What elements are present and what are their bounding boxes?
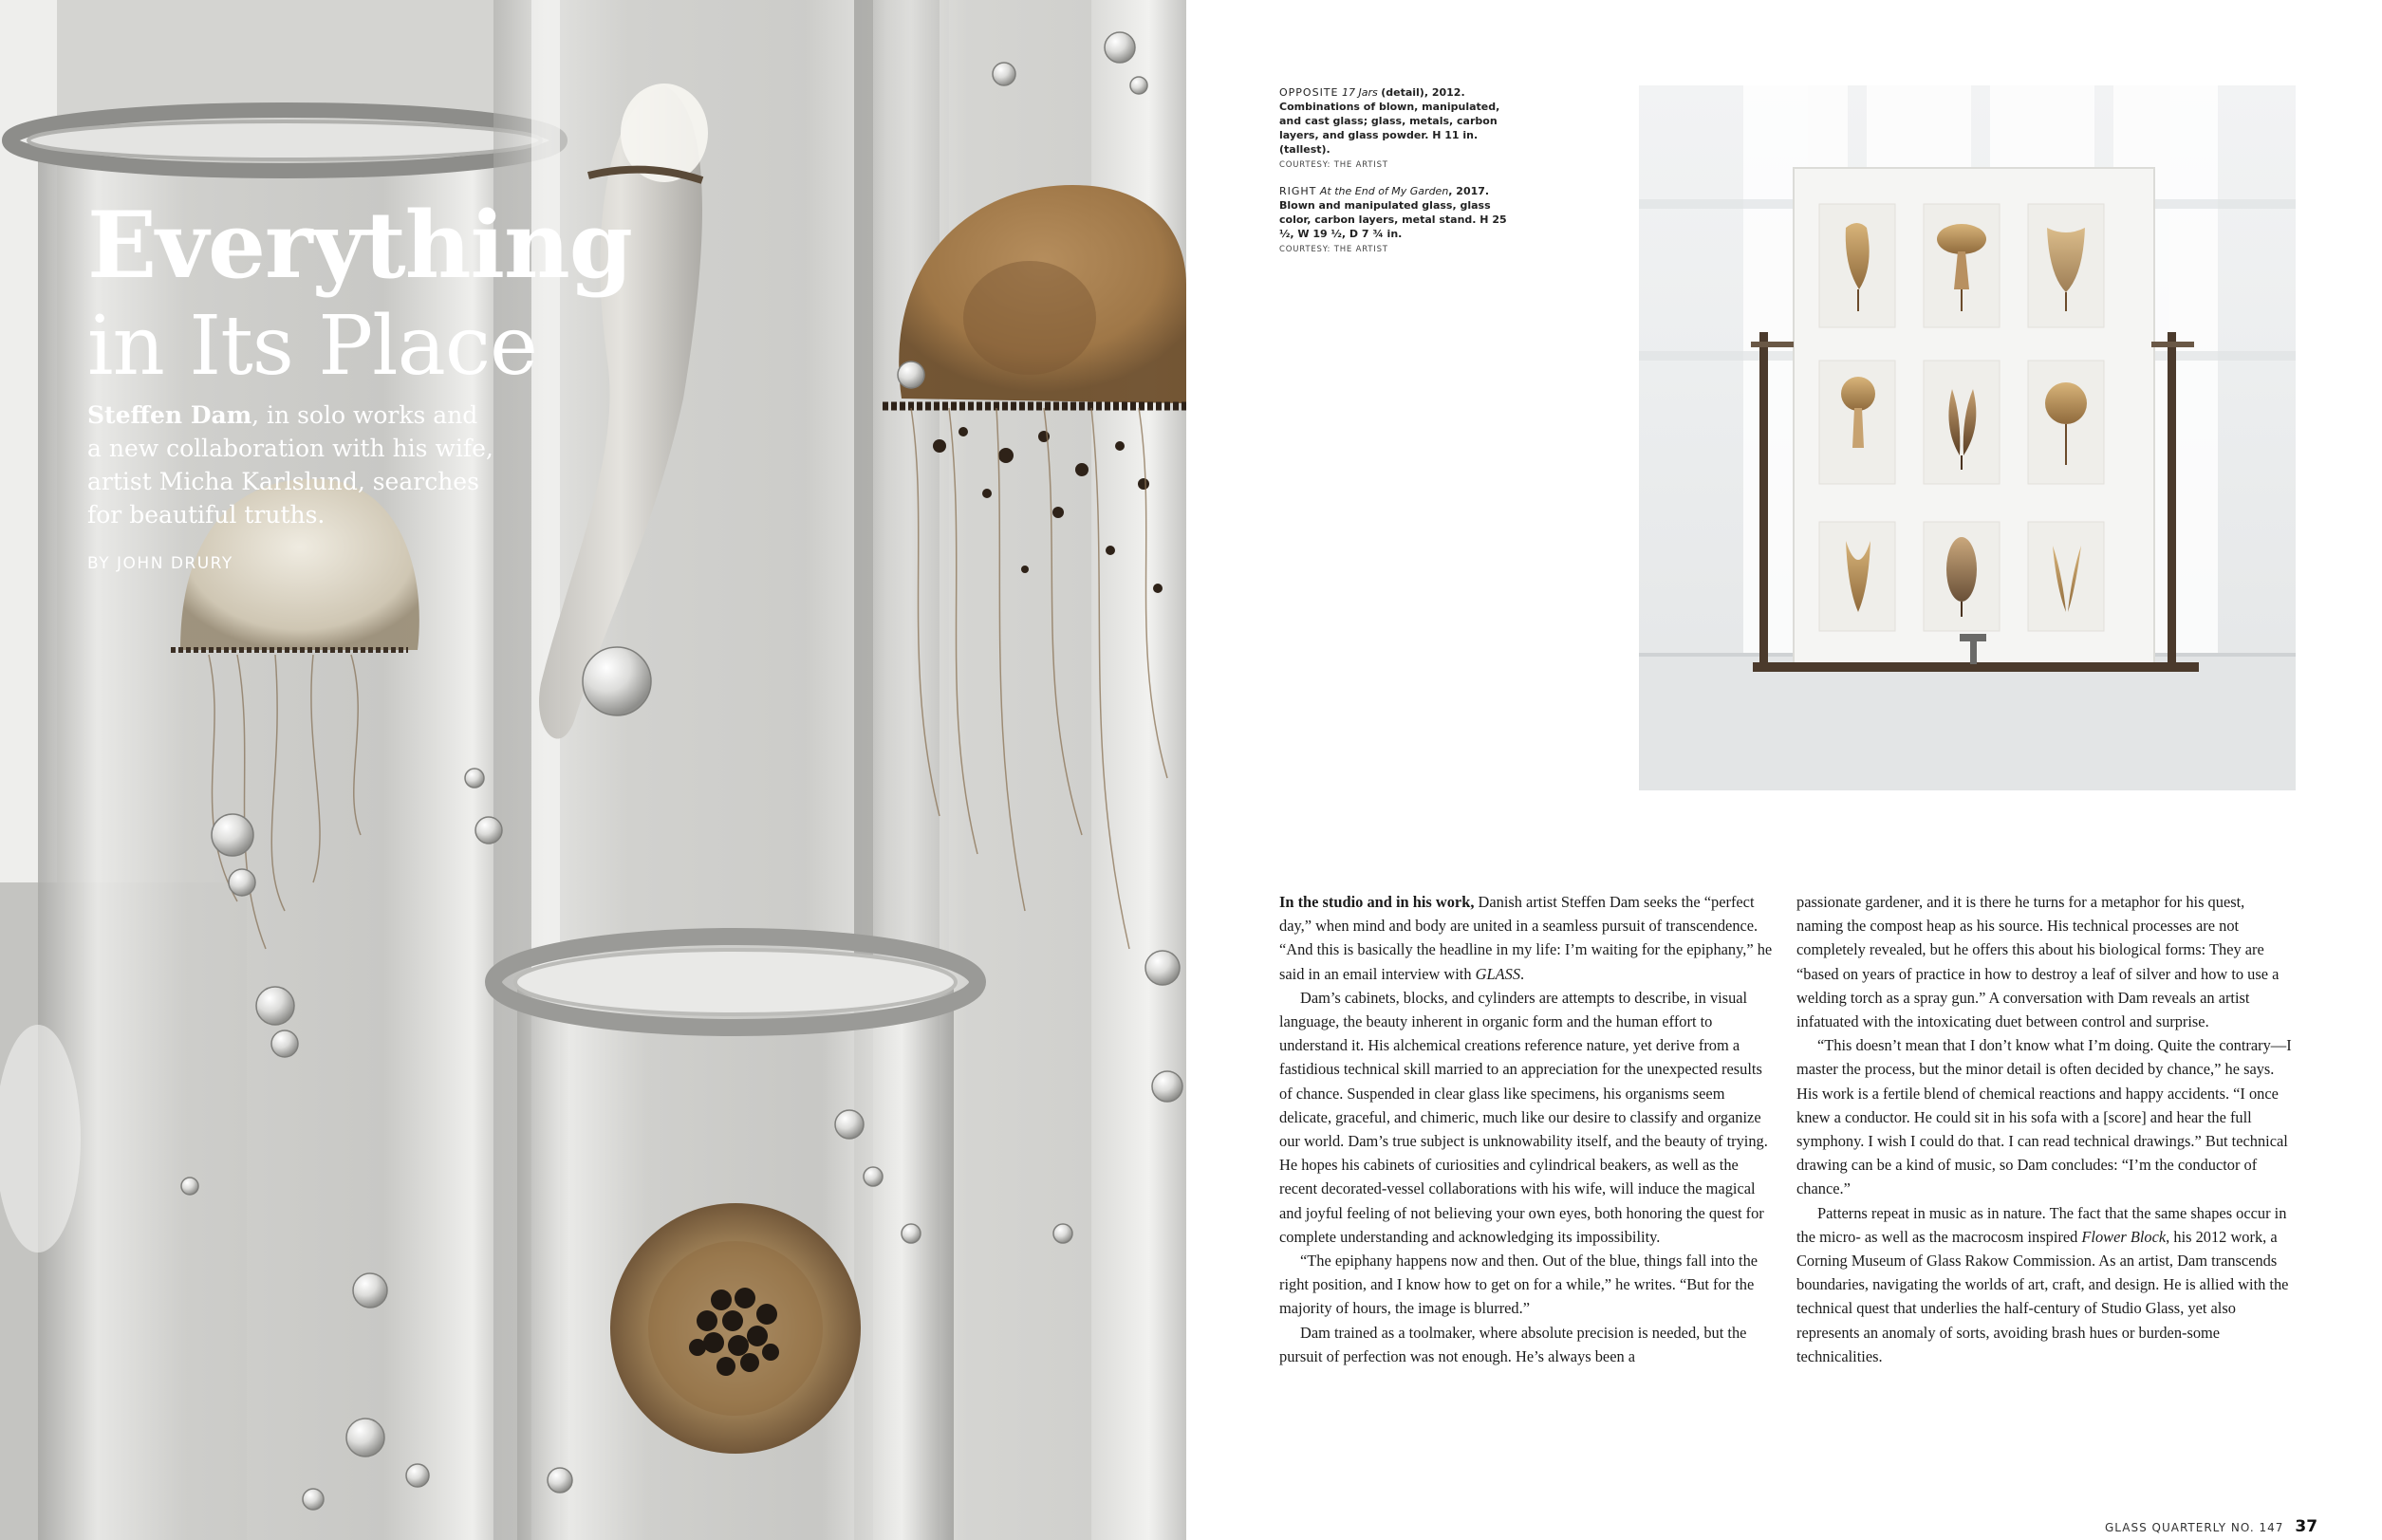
caption-label: OPPOSITE (1279, 86, 1339, 99)
publication-name: GLASS QUARTERLY NO. 147 (2105, 1521, 2284, 1534)
byline: BY JOHN DRURY (87, 554, 233, 573)
caption-credit: COURTESY: THE ARTIST (1279, 160, 1388, 170)
paragraph-1 (1279, 890, 1777, 986)
caption-description: , 2017. Blown and manipulated glass, glass color, carbon layers, metal stand. H 25 ½, W 19 ½, D 7 ¾ in. (1279, 185, 1507, 240)
article-column-1 (1279, 890, 1777, 1368)
deck-text: , in solo works and a new collaboration with his wife, artist Micha Karlslund, searches for beautiful truths. (87, 401, 493, 529)
page-number: 37 (2295, 1517, 2318, 1536)
paragraph-3: “The epiphany happens now and then. Out of the blue, things fall into the right position, and I know how to get on for a while,” he writes. “But for the majority of hours, the image is blurred.” (1279, 1252, 1759, 1318)
paragraph-5: passionate gardener, and it is there he turns for a metaphor for his quest, naming the compost heap as his source. His technical processes are not completely revealed, but he offers this about his biological forms: They are “based on years of practice in how to destroy a leaf of silver and how to use a welding torch as a spray gun.” A conversation with Dam reveals an artist infatuated with the intoxicating duet between control and surprise. (1796, 893, 2280, 1031)
opening-photo-17-jars (0, 0, 1186, 1540)
paragraph-4: Dam trained as a toolmaker, where absolute precision is needed, but the pursuit of perfection was not enough. He’s always been a (1279, 1323, 1747, 1365)
caption-credit: COURTESY: THE ARTIST (1279, 245, 1388, 254)
artwork-title: Flower Block (2081, 1227, 2167, 1246)
headline-line-2: in Its Place (87, 299, 537, 394)
paragraph-text: Danish artist Steffen Dam seeks the “perfect day,” when mind and body are united in a seamless pursuit of transcendence. “And this is basically the headline in my life: I’m waiting for the epiphany,” he said in an email interview with (1279, 893, 1773, 983)
page-footer (2105, 1517, 2317, 1536)
deck-artist-name: Steffen Dam (87, 401, 252, 429)
caption-opposite (1279, 85, 1517, 173)
headline-line-1: Everything (87, 192, 632, 299)
photo-captions (1279, 85, 1517, 269)
caption-label: RIGHT (1279, 185, 1317, 197)
deck (87, 399, 495, 531)
magazine-name: GLASS (1475, 964, 1521, 983)
caption-description: (detail), 2012. Combinations of blown, manipulated, and cast glass; glass, metals, carbon layers, and glass powder. H 11 in. (tallest). (1279, 86, 1500, 156)
lead-in: In the studio and in his work, (1279, 893, 1475, 911)
caption-work-title: 17 Jars (1341, 86, 1378, 99)
photo-at-the-end-of-my-garden (1639, 85, 2296, 790)
paragraph-7 (1796, 1201, 2295, 1368)
paragraph-text: Patterns repeat in music as in nature. The fact that the same shapes occur in the micro- as well as the macrocosm inspired (1796, 1203, 2287, 1246)
paragraph-text: . (1520, 964, 1525, 983)
paragraph-6: “This doesn’t mean that I don’t know what I’m doing. Quite the contrary—I master the process, but the minor detail is often decided by chance,” he says. His work is a fertile blend of chemical reactions and happy accidents. “I once knew a conductor. He could sit in his sofa with a [score] and hear the full symphony. I wish I could do that. I can read technical drawings.” But technical drawing can be a kind of music, so Dam concludes: “I’m the conductor of chance.” (1796, 1036, 2292, 1198)
paragraph-2: Dam’s cabinets, blocks, and cylinders are attempts to describe, in visual language, the beauty inherent in organic form and the human effort to understand it. His alchemical creations reference nature, yet derive from a fastidious technical skill married to an appreciation for the unexpected results of chance. Suspended in clear glass like specimens, his organisms seem delicate, graceful, and chimeric, much like our desire to classify and organize our world. Dam’s true subject is unknowability itself, and the beauty of trying. He hopes his cabinets of curiosities and cylindrical beakers, as well as the recent decorated-vessel collaborations with his wife, will induce the magical and joyful feeling of not believing your own eyes, both honoring the quest for complete understanding and acknowledging its impossibility. (1279, 988, 1768, 1246)
caption-work-title: At the End of My Garden (1319, 185, 1449, 197)
paragraph-text: , his 2012 work, a Corning Museum of Glass Rakow Commission. As an artist, Dam transcends boundaries, navigating the worlds of art, craft, and design. He is allied with the technical quest that underlies the half-century of Studio Glass, yet also represents an anomaly of sorts, avoiding brash hues or burden-some technicalities. (1796, 1227, 2289, 1365)
headline (87, 192, 695, 396)
caption-right (1279, 184, 1517, 257)
article-column-2 (1796, 890, 2295, 1368)
garden-cabinet-illustration (1639, 85, 2296, 790)
